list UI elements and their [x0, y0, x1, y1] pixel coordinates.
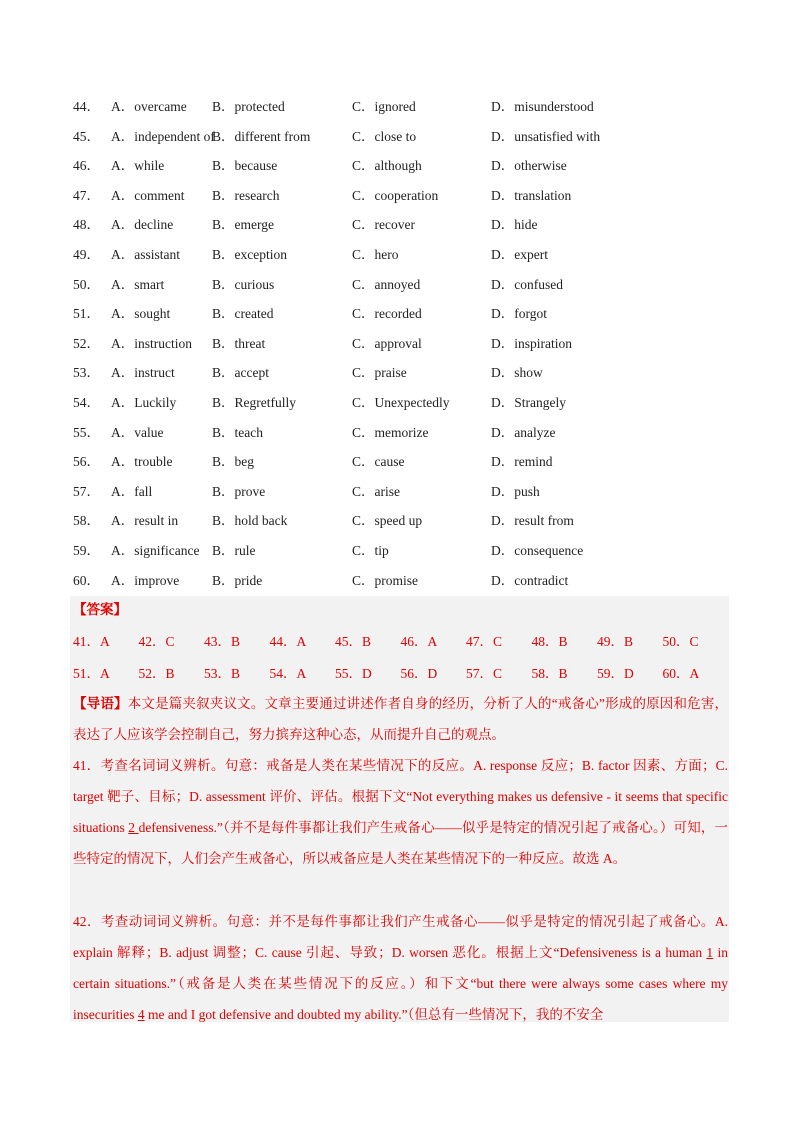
answer-item: 41．A: [73, 634, 110, 649]
question-row: [73, 126, 733, 156]
question-number: 44．: [73, 99, 100, 114]
answer-item: 43．B: [204, 634, 241, 649]
option-c: C．annoyed: [352, 276, 421, 292]
option-a: A．significance: [111, 542, 200, 558]
option-a: A．value: [111, 424, 164, 440]
option-d: D．consequence: [491, 542, 584, 558]
question-row: [73, 570, 733, 600]
question-number: 51．: [73, 306, 100, 322]
answer-item: 42．C: [138, 634, 175, 649]
option-d: D．remind: [491, 454, 553, 470]
option-d: D．contradict: [491, 572, 569, 588]
option-b: B．accept: [212, 365, 269, 381]
answer-item: 58．B: [531, 666, 568, 681]
option-a: A．improve: [111, 572, 180, 588]
answer-item: 48．B: [531, 634, 568, 649]
guide-tag: 【导语】: [73, 696, 128, 711]
option-a: A．independent of: [111, 128, 215, 144]
option-c: C．close to: [352, 128, 417, 144]
guide-text: 本文是篇夹叙夹议文。文章主要通过讲述作者自身的经历，分析了人的“戒备心”形成的原因和危害，表达了人应该学会控制自己，努力摈弃这种心态，从而提升自己的观点。: [73, 696, 729, 742]
option-c: C．ignored: [352, 99, 416, 114]
option-a: A．while: [111, 158, 165, 174]
question-row: [73, 185, 733, 215]
option-c: C．cause: [352, 454, 405, 470]
guide-paragraph: [73, 688, 728, 750]
question-number: 60．: [73, 572, 100, 588]
question-row: [73, 274, 733, 304]
answer-item: 55．D: [335, 666, 372, 681]
explanation-42: [73, 906, 728, 1030]
option-c: C．approval: [352, 335, 422, 351]
question-number: 48．: [73, 217, 100, 233]
question-number: 49．: [73, 246, 100, 262]
option-a: A．trouble: [111, 454, 173, 470]
option-c: C．tip: [352, 542, 389, 558]
option-a: A．sought: [111, 306, 171, 322]
blank-1: 1: [706, 945, 714, 960]
question-number: 58．: [73, 513, 100, 529]
option-b: B．curious: [212, 276, 275, 292]
answer-item: 56．D: [400, 666, 438, 681]
option-d: D．forgot: [491, 306, 547, 322]
option-c: C．praise: [352, 365, 407, 381]
question-list: [73, 96, 733, 599]
question-row: [73, 333, 733, 363]
question-row: [73, 96, 733, 126]
option-d: D．expert: [491, 246, 548, 262]
answer-item: 60．A: [662, 666, 700, 681]
option-c: C．promise: [352, 572, 418, 588]
question-number: 45．: [73, 128, 100, 144]
option-a: A．smart: [111, 276, 165, 292]
option-b: B．teach: [212, 424, 263, 440]
question-row: [73, 510, 733, 540]
answer-item: 59．D: [597, 666, 634, 681]
answer-item: 47．C: [466, 634, 503, 649]
answer-item: 46．A: [400, 634, 438, 649]
option-b: B．exception: [212, 246, 287, 262]
question-row: [73, 540, 733, 570]
option-d: D．hide: [491, 217, 538, 233]
question-number: 52．: [73, 335, 100, 351]
question-number: 47．: [73, 187, 100, 203]
option-d: D．inspiration: [491, 335, 572, 351]
option-d: D．show: [491, 365, 543, 381]
option-a: A．Luckily: [111, 394, 177, 410]
question-row: [73, 481, 733, 511]
option-d: D．analyze: [491, 424, 556, 440]
explanation-42-text-2: in certain situations.”（戒备是人类在某些情况下的反应。）和下文“but there were always some cases where my insecurities: [73, 945, 728, 1022]
answer-section: [70, 596, 729, 1022]
option-a: A．overcame: [111, 99, 187, 114]
answer-item: 45．B: [335, 634, 372, 649]
option-b: B．rule: [212, 542, 256, 558]
question-row: [73, 362, 733, 392]
option-a: A．decline: [111, 217, 174, 233]
option-c: C．memorize: [352, 424, 429, 440]
option-a: A．assistant: [111, 246, 180, 262]
answer-item: 49．B: [597, 634, 634, 649]
explanation-41-text-2: defensiveness.”（并不是每件事都让我们产生戒备心——似乎是特定的情况引起了戒备心。）可知，一些特定的情况下，人们会产生戒备心，所以戒备应是人类在某些情况下的一种反应。故选 A。: [73, 820, 729, 866]
answer-item: 53．B: [204, 666, 241, 681]
question-row: [73, 303, 733, 333]
question-row: [73, 244, 733, 274]
option-a: A．result in: [111, 513, 179, 529]
option-a: A．fall: [111, 483, 153, 499]
option-d: D．confused: [491, 276, 563, 292]
explanation-41: [73, 750, 728, 874]
option-b: B．hold back: [212, 513, 288, 529]
answer-row-1: [73, 630, 729, 652]
option-c: C．although: [352, 158, 422, 174]
option-b: B．Regretfully: [212, 394, 296, 410]
option-b: B．different from: [212, 128, 311, 144]
answer-item: 52．B: [138, 666, 175, 681]
option-a: A．instruction: [111, 335, 192, 351]
answer-tag: 【答案】: [73, 602, 127, 617]
question-row: [73, 422, 733, 452]
option-b: B．research: [212, 187, 280, 203]
option-d: D．otherwise: [491, 158, 567, 174]
question-number: 55．: [73, 424, 100, 440]
option-d: D．misunderstood: [491, 99, 594, 114]
option-a: A．comment: [111, 187, 185, 203]
question-row: [73, 451, 733, 481]
question-row: [73, 155, 733, 185]
option-d: D．unsatisfied with: [491, 128, 601, 144]
option-b: B．threat: [212, 335, 266, 351]
question-number: 46．: [73, 158, 100, 174]
blank-2: 2: [128, 820, 139, 835]
answer-item: 57．C: [466, 666, 503, 681]
option-d: D．translation: [491, 187, 572, 203]
question-number: 54．: [73, 394, 100, 410]
option-d: D．result from: [491, 513, 574, 529]
option-b: B．created: [212, 306, 274, 322]
question-number: 56．: [73, 454, 100, 470]
option-b: B．pride: [212, 572, 263, 588]
option-b: B．prove: [212, 483, 266, 499]
explanation-42-text: 42．考查动词词义辨析。句意：并不是每件事都让我们产生戒备心——似乎是特定的情况引起了戒备心。A. explain 解释；B. adjust 调整；C. cause 引起、导致；D. worsen 恶化。根据上文“Defensiveness is a human: [73, 914, 728, 960]
option-c: C．recorded: [352, 306, 422, 322]
question-number: 59．: [73, 542, 100, 558]
option-c: C．hero: [352, 246, 399, 262]
option-d: D．push: [491, 483, 540, 499]
explanation-41-text: 41．考查名词词义辨析。句意：戒备是人类在某些情况下的反应。A. response 反应；B. factor 因素、方面；C. target 靶子、目标；D. assessment 评价、评估。根据下文“Not everything makes us defensive - it seems that specific situations: [73, 758, 728, 835]
question-number: 57．: [73, 483, 100, 499]
option-c: C．arise: [352, 483, 400, 499]
blank-4: 4: [137, 1007, 145, 1022]
answer-item: 50．C: [662, 634, 699, 649]
option-c: C．speed up: [352, 513, 423, 529]
option-b: B．beg: [212, 454, 254, 470]
answer-item: 44．A: [269, 634, 307, 649]
question-row: [73, 392, 733, 422]
option-a: A．instruct: [111, 365, 175, 381]
option-c: C．Unexpectedly: [352, 394, 450, 410]
option-c: C．cooperation: [352, 187, 439, 203]
question-number: 53．: [73, 365, 100, 381]
answer-item: 51．A: [73, 666, 110, 681]
question-row: [73, 214, 733, 244]
explanation-42-text-3: me and I got defensive and doubted my ability.”（但总有一些情况下，我的不安全: [147, 1007, 604, 1022]
option-b: B．emerge: [212, 217, 274, 233]
answer-item: 54．A: [269, 666, 307, 681]
option-b: B．because: [212, 158, 278, 174]
option-c: C．recover: [352, 217, 415, 233]
option-d: D．Strangely: [491, 394, 566, 410]
option-b: B．protected: [212, 99, 285, 114]
answer-row-2: [73, 662, 729, 684]
question-number: 50．: [73, 276, 100, 292]
